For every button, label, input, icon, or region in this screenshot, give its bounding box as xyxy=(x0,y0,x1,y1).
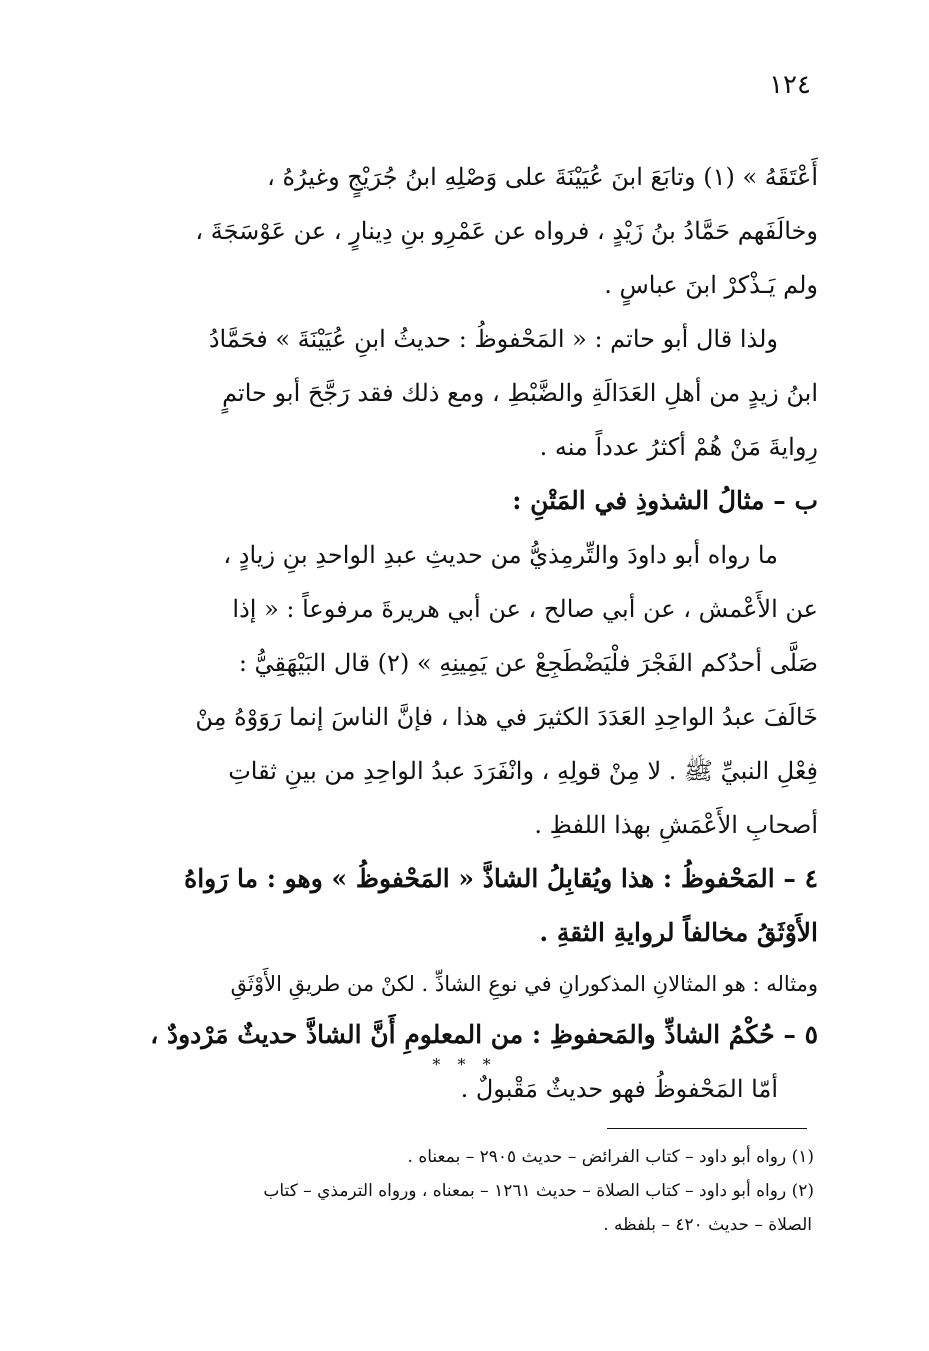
text-line: رِوايةَ مَنْ هُمْ أكثرُ عدداً منه . xyxy=(539,433,818,461)
section-heading-ruling: ٥ – حُكْمُ الشاذِّ والمَحفوظِ : من المعلومِ أَنَّ الشاذَّ حديثٌ مَرْدودٌ ، xyxy=(150,1020,818,1049)
text-line: ولذا قال أبو حاتم : « المَحْفوظُ : حديثُ ابنِ عُيَيْنَةَ » فحَمَّادُ xyxy=(208,325,778,353)
footnote-2: (٢) رواه أبو داود – كتاب الصلاة – حديث ١٢٦١ – بمعناه ، ورواه الترمذي – كتاب xyxy=(263,1181,814,1201)
text-line: أَعْتَقَهُ » (١) وتابَعَ ابنَ عُيَيْنَةَ على وَصْلِهِ ابنُ جُرَيْجٍ وغيرُهُ ، xyxy=(267,163,818,191)
footnote-2-cont: الصلاة – حديث ٤٢٠ – بلفظه . xyxy=(603,1215,812,1235)
text-line: عن الأَعْمش ، عن أبي صالح ، عن أبي هريرةَ مرفوعاً : « إذا xyxy=(232,595,818,623)
section-separator: * * * xyxy=(432,1055,497,1074)
text-line: ما رواه أبو داودَ والتِّرمِذيُّ من حديثِ عبدِ الواحدِ بنِ زيادٍ ، xyxy=(223,541,778,569)
text-line: أمّا المَحْفوظُ فهو حديثٌ مَقْبولٌ . xyxy=(460,1075,778,1103)
section-heading-mahfuz-cont: الأَوْثَقُ مخالفاً لروايةِ الثقةِ . xyxy=(539,918,818,947)
text-line: ابنُ زيدٍ من أهلِ العَدَالَةِ والضَّبْطِ ، ومع ذلك فقد رَجَّحَ أبو حاتمٍ xyxy=(222,379,818,407)
page-number: ١٢٤ xyxy=(769,70,811,100)
footnotes xyxy=(104,1140,814,1242)
section-heading-matn-example: ب – مثالُ الشذوذِ في المَتْنِ : xyxy=(512,486,818,515)
main-text xyxy=(100,150,818,1116)
footnote-1: (١) رواه أبو داود – كتاب الفرائض – حديث ٢٩٠٥ – بمعناه . xyxy=(407,1147,814,1167)
footnote-rule xyxy=(607,1128,807,1129)
text-line: صَلَّى أحدُكم الفَجْرَ فلْيَضْطَجِعْ عن يَمِينِهِ » (٢) قال البَيْهَقِيُّ : xyxy=(238,649,818,677)
text-line: ومثاله : هو المثالانِ المذكورانِ في نوعِ الشاذِّ . لكنْ من طريقِ الأَوْثَقِ xyxy=(230,972,818,996)
text-line: أصحابِ الأَعْمَشِ بهذا اللفظِ . xyxy=(534,811,818,839)
text-line: وخالَفَهم حَمَّادُ بنُ زَيْدٍ ، فرواه عن عَمْرِو بنِ دِينارٍ ، عن عَوْسَجَةَ ، xyxy=(195,217,818,245)
text-line: فِعْلِ النبيِّ ﷺ . لا مِنْ قولِهِ ، وانْفَرَدَ عبدُ الواحِدِ من بينِ ثقاتِ xyxy=(228,757,818,785)
text-line: ولم يَـذْكرْ ابنَ عباسٍ . xyxy=(604,271,818,299)
section-heading-mahfuz: ٤ – المَحْفوظُ : هذا ويُقابِلُ الشاذَّ « المَحْفوظُ » وهو : ما رَواهُ xyxy=(184,864,818,893)
text-line: خَالَفَ عبدُ الواحِدِ العَدَدَ الكثيرَ في هذا ، فإنَّ الناسَ إنما رَوَوْهُ مِنْ xyxy=(195,703,818,731)
